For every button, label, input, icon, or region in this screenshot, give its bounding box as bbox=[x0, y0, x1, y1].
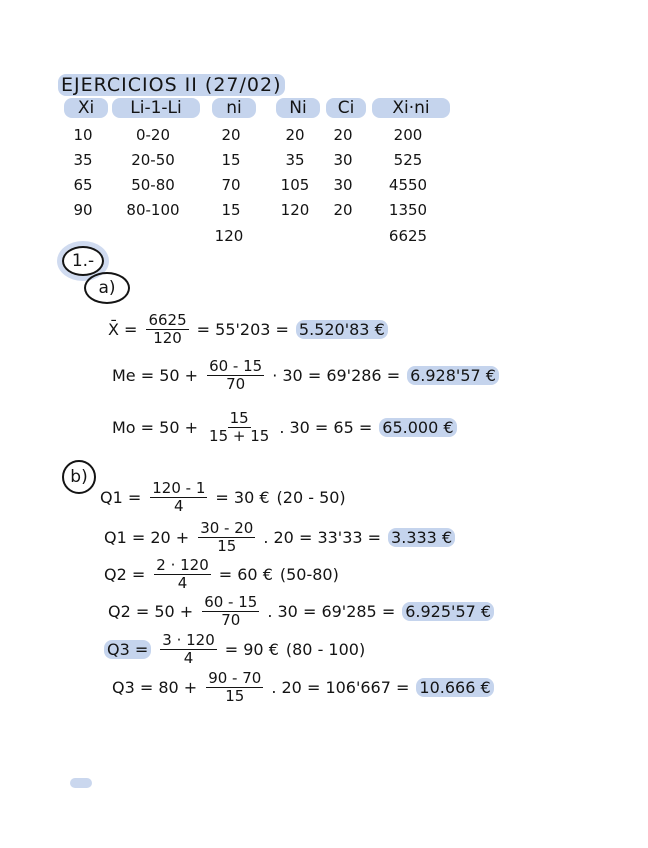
mode-fraction: $\frac{15}{15 + 15}$ bbox=[209, 409, 270, 445]
q2-value-formula: Q2 = 50 + $\frac{60 - 15}{70}$ . 30 = 69'285 = 6.925'57 € bbox=[108, 594, 494, 628]
table-cell: 20 bbox=[333, 201, 353, 219]
total-xi-ni: 6625 bbox=[388, 227, 428, 245]
table-cell: 80-100 bbox=[126, 201, 180, 219]
q2-interval: (50-80) bbox=[279, 564, 339, 584]
header-xi-ni: Xi·ni bbox=[372, 98, 450, 118]
q2-result: 6.925'57 € bbox=[402, 602, 494, 621]
table-cell: 70 bbox=[221, 176, 241, 194]
median-result: 6.928'57 € bbox=[407, 366, 499, 385]
highlight-mark bbox=[70, 778, 92, 788]
header-Ni: Ni bbox=[276, 98, 320, 118]
q3-result: 10.666 € bbox=[416, 678, 493, 697]
header-interval: Li-1-Li bbox=[112, 98, 200, 118]
table-cell: 65 bbox=[73, 176, 93, 194]
mode-formula: Mo = 50 + $\frac{15}{15 + 15}$ . 30 = 65 = 65.000 € bbox=[112, 410, 457, 444]
q2-position-fraction: $\frac{2 \cdot 120}{4}$ bbox=[156, 556, 209, 592]
table-cell: 1350 bbox=[388, 201, 428, 219]
table-cell: 20 bbox=[285, 126, 305, 144]
mean-result: 5.520'83 € bbox=[296, 320, 388, 339]
q1-result: 3.333 € bbox=[388, 528, 455, 547]
table-cell: 200 bbox=[393, 126, 423, 144]
q2-value-fraction: $\frac{60 - 15}{70}$ bbox=[204, 593, 258, 629]
mean-fraction: $\frac{6625}{120}$ bbox=[148, 311, 187, 347]
table-cell: 30 bbox=[333, 176, 353, 194]
table-cell: 50-80 bbox=[131, 176, 175, 194]
table-cell: 20-50 bbox=[131, 151, 175, 169]
q1-position-formula: Q1 = $\frac{120 - 1}{4}$ = 30 € (20 - 50) bbox=[100, 479, 346, 515]
q3-value-fraction: $\frac{90 - 70}{15}$ bbox=[208, 669, 262, 705]
table-cell: 0-20 bbox=[135, 126, 171, 144]
q1-value-formula: Q1 = 20 + $\frac{30 - 20}{15}$ . 20 = 33'33 = 3.333 € bbox=[104, 520, 455, 554]
part-a-label: a) bbox=[84, 272, 130, 304]
page-title: EJERCICIOS II (27/02) bbox=[58, 74, 285, 96]
mode-result: 65.000 € bbox=[379, 418, 456, 437]
table-cell: 4550 bbox=[388, 176, 428, 194]
q1-position-fraction: $\frac{120 - 1}{4}$ bbox=[152, 479, 206, 515]
table-cell: 525 bbox=[393, 151, 423, 169]
q3-position-formula: Q3 = $\frac{3 \cdot 120}{4}$ = 90 € (80 - 100) bbox=[104, 632, 365, 666]
table-cell: 15 bbox=[221, 151, 241, 169]
table-cell: 20 bbox=[221, 126, 241, 144]
header-ci: Ci bbox=[326, 98, 366, 118]
table-cell: 30 bbox=[333, 151, 353, 169]
median-fraction: $\frac{60 - 15}{70}$ bbox=[209, 357, 263, 393]
header-ni: ni bbox=[212, 98, 256, 118]
table-cell: 10 bbox=[73, 126, 93, 144]
table-cell: 15 bbox=[221, 201, 241, 219]
q1-value-fraction: $\frac{30 - 20}{15}$ bbox=[200, 519, 254, 555]
q2-position-formula: Q2 = $\frac{2 \cdot 120}{4}$ = 60 € (50-80) bbox=[104, 556, 339, 592]
mean-symbol: X̄ = bbox=[108, 319, 138, 339]
table-cell: 35 bbox=[73, 151, 93, 169]
table-cell: 20 bbox=[333, 126, 353, 144]
table-cell: 120 bbox=[280, 201, 310, 219]
table-cell: 105 bbox=[280, 176, 310, 194]
table-cell: 35 bbox=[285, 151, 305, 169]
q3-value-formula: Q3 = 80 + $\frac{90 - 70}{15}$ . 20 = 106'667 = 10.666 € bbox=[112, 670, 494, 704]
mean-formula: X̄ = $\frac{6625}{120}$ = 55'203 = 5.520'83 € bbox=[108, 312, 388, 346]
table-cell: 90 bbox=[73, 201, 93, 219]
median-formula: Me = 50 + $\frac{60 - 15}{70}$ · 30 = 69'286 = 6.928'57 € bbox=[112, 358, 499, 392]
q1-interval: (20 - 50) bbox=[276, 487, 346, 507]
header-xi: Xi bbox=[64, 98, 108, 118]
q3-position-fraction: $\frac{3 \cdot 120}{4}$ bbox=[162, 631, 215, 667]
part-b-label: b) bbox=[62, 460, 96, 494]
section-1-label: 1.- bbox=[62, 246, 104, 276]
q3-interval: (80 - 100) bbox=[285, 639, 366, 659]
total-ni: 120 bbox=[214, 227, 244, 245]
